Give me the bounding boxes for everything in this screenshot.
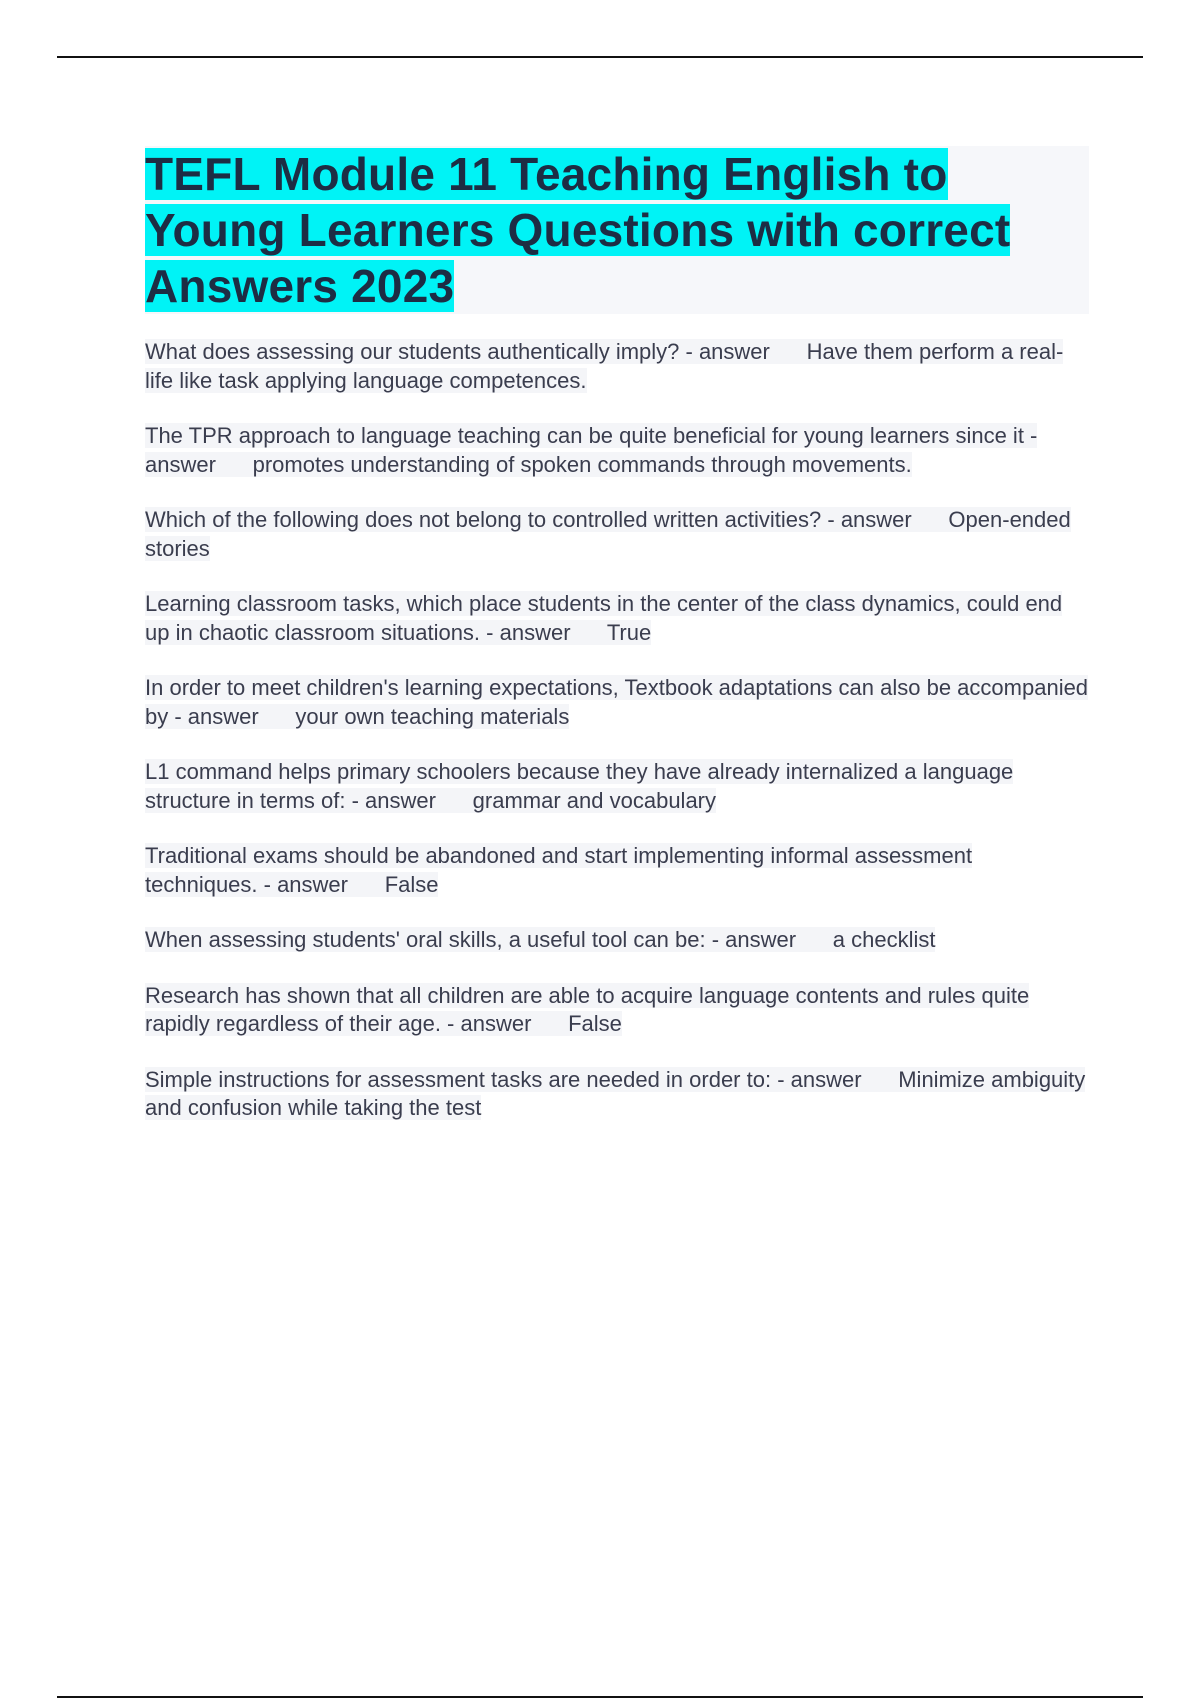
question-text: What does assessing our students authentically imply? - answer <box>145 339 770 364</box>
question-text: L1 command helps primary schoolers because they have already internalized a language structure in terms of: - answer <box>145 759 1014 813</box>
answer-text: grammar and vocabulary <box>472 787 717 813</box>
top-rule <box>57 56 1143 58</box>
title-text: TEFL Module 11 Teaching English to Young Learners Questions with correct Answers 2023 <box>145 148 1011 312</box>
question-text: The TPR approach to language teaching can be quite beneficial for young learners since it - answer <box>145 423 1038 477</box>
title-block <box>145 146 1089 314</box>
question-text: In order to meet children's learning expectations, Textbook adaptations can also be accompanied by - answer <box>145 675 1089 729</box>
qa-item <box>145 338 1090 395</box>
answer-text: a checklist <box>832 927 936 952</box>
answer-text: False <box>568 1011 622 1036</box>
answer-text: Have them perform a real-life like task applying language competences. <box>145 339 1064 393</box>
qa-item <box>145 422 1090 479</box>
answer-text: Open-ended stories <box>145 507 1071 561</box>
bottom-rule <box>57 1696 1143 1698</box>
answer-text: your own teaching materials <box>295 703 570 729</box>
qa-item <box>145 758 1090 815</box>
question-text: Simple instructions for assessment tasks are needed in order to: - answer <box>145 1066 862 1092</box>
question-text: Research has shown that all children are able to acquire language contents and rules quite rapidly regardless of their age. - answer <box>145 982 1030 1036</box>
qa-item <box>145 842 1090 899</box>
answer-text: False <box>384 871 439 897</box>
document-body <box>145 146 1090 1150</box>
qa-item <box>145 674 1090 731</box>
question-text: When assessing students' oral skills, a useful tool can be: - answer <box>145 927 797 952</box>
qa-item <box>145 590 1090 647</box>
document-title <box>145 146 1089 314</box>
qa-item <box>145 506 1090 563</box>
answer-text: promotes understanding of spoken commands through movements. <box>252 451 912 477</box>
question-text: Traditional exams should be abandoned and start implementing informal assessment techniques. - answer <box>145 843 973 897</box>
question-text: Learning classroom tasks, which place students in the center of the class dynamics, could end up in chaotic classroom situations. - answer <box>145 591 1063 645</box>
answer-text: True <box>606 619 652 645</box>
qa-item <box>145 982 1090 1039</box>
answer-text: Minimize ambiguity and confusion while taking the test <box>145 1066 1086 1120</box>
question-text: Which of the following does not belong to controlled written activities? - answer <box>145 507 912 532</box>
qa-item <box>145 926 1090 955</box>
qa-item <box>145 1066 1090 1123</box>
qa-list <box>145 338 1090 1123</box>
